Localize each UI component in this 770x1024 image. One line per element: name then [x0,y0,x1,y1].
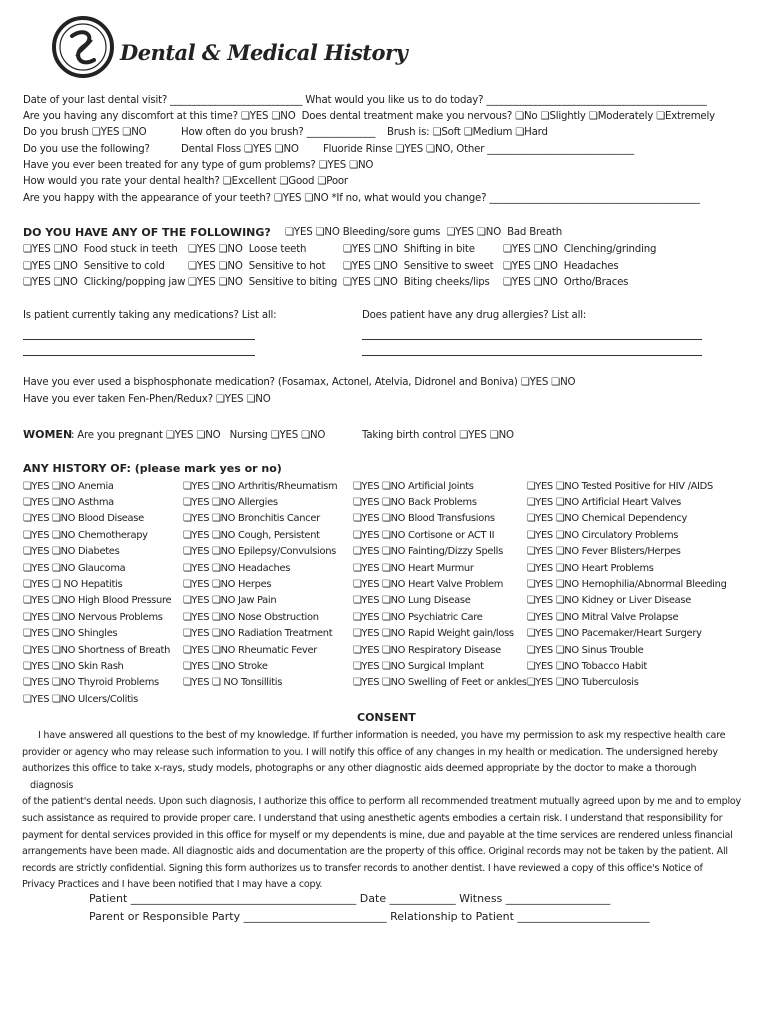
history-item[interactable]: ❏YES ❏NO Heart Murmur [353,562,474,574]
history-item[interactable]: ❏YES ❏NO Lung Disease [353,595,471,607]
consent-line: payment for dental services provided in this office for myself or my dependents is mine, due and payable at the time services are rendered unless financial [22,829,733,841]
history-item[interactable]: ❏YES ❏NO Skin Rash [23,660,124,672]
history-item [527,691,747,707]
history-item[interactable]: ❏YES ❏NO Shingles [23,628,118,640]
history-row [23,560,747,576]
last-visit-question[interactable]: Date of your last dental visit? ___________________________ What would you like us to do today? _____________________________________________ [23,95,707,106]
history-item[interactable]: ❏YES ❏ NO Tonsillitis [183,677,283,689]
conditions-heading: DO YOU HAVE ANY OF THE FOLLOWING? [23,226,271,239]
brush-type-question[interactable]: Brush is: ❏Soft ❏Medium ❏Hard [387,127,548,138]
history-item[interactable]: ❏YES ❏NO Jaw Pain [183,595,277,607]
parent-signature-line[interactable]: Parent or Responsible Party __________________________ Relationship to Patient ________________________ [89,910,650,923]
condition-item[interactable]: ❏YES ❏NO Sensitive to hot [188,261,326,272]
history-item[interactable]: ❏YES ❏NO Radiation Treatment [183,628,333,640]
history-item[interactable]: ❏YES ❏NO Cortisone or ACT II [353,529,495,541]
condition-item[interactable]: ❏YES ❏NO Clicking/popping jaw [23,277,186,288]
logo-icon [52,16,114,78]
history-item[interactable]: ❏YES ❏NO Hemophilia/Abnormal Bleeding [526,579,727,591]
medications-line[interactable] [23,355,255,356]
history-item [353,691,527,707]
history-item[interactable]: ❏YES ❏NO Asthma [23,497,114,509]
condition-item[interactable]: ❏YES ❏NO Ortho/Braces [503,277,629,288]
rinse-question[interactable]: Fluoride Rinse ❏YES ❏NO, Other ______________________________ [323,144,635,155]
women-label: WOMEN [23,428,73,441]
consent-line: provider or agency who may release such information to you. I will notify this office of any changes in my health or medication. The undersigned hereby [22,746,718,758]
consent-line: I have answered all questions to the best of my knowledge. If further information is needed, you have my permission to ask my respective health care [38,730,726,741]
history-row [23,478,747,494]
consent-line: such assistance as required to provide proper care. I understand that using anesthetic agents embodies a certain risk. I understand that responsibility for [22,812,723,824]
history-item[interactable]: ❏YES ❏NO Tobacco Habit [526,660,647,672]
discomfort-question[interactable]: Are you having any discomfort at this time? ❏YES ❏NO Does dental treatment make you nervous? ❏No ❏Slightly ❏Moderately ❏Extremely [23,111,715,122]
history-item[interactable]: ❏YES ❏NO Shortness of Breath [23,644,171,656]
history-item[interactable]: ❏YES ❏NO Diabetes [23,546,120,558]
history-item[interactable]: ❏YES ❏NO Swelling of Feet or ankles [353,677,527,689]
history-item[interactable]: ❏YES ❏NO Tuberculosis [526,677,639,689]
history-row [23,527,747,543]
consent-line: arrangements have been made. All diagnostic aids and documentation are the property of this office. Original records may not be taken by the patient. All [22,846,728,858]
condition-item[interactable]: ❏YES ❏NO Sensitive to biting [188,277,338,288]
allergies-question: Does patient have any drug allergies? List all: [362,310,587,321]
history-item[interactable]: ❏YES ❏NO Artificial Joints [353,480,474,492]
history-item[interactable]: ❏YES ❏NO Chemotherapy [23,529,148,541]
history-row [23,609,747,625]
history-item[interactable]: ❏YES ❏NO Stroke [183,660,268,672]
history-item[interactable]: ❏YES ❏NO Glaucoma [23,562,126,574]
history-item[interactable]: ❏YES ❏NO Fainting/Dizzy Spells [353,546,503,558]
history-table [23,478,747,707]
appearance-question[interactable]: Are you happy with the appearance of your teeth? ❏YES ❏NO *If no, what would you change? ___________________________________________ [23,193,700,204]
history-item[interactable]: ❏YES ❏NO Thyroid Problems [23,677,159,689]
history-item[interactable]: ❏YES ❏NO High Blood Pressure [23,595,172,607]
history-item[interactable]: ❏YES ❏NO Respiratory Disease [353,644,501,656]
medications-question: Is patient currently taking any medications? List all: [23,310,277,321]
condition-item[interactable]: ❏YES ❏NO Clenching/grinding [503,244,657,255]
history-item [183,691,353,707]
history-item[interactable]: ❏YES ❏NO Circulatory Problems [526,529,679,541]
allergies-line[interactable] [362,355,702,356]
history-item[interactable]: ❏YES ❏NO Sinus Trouble [526,644,644,656]
consent-line: Privacy Practices and I have been notified that I may have a copy. [22,879,323,891]
history-item[interactable]: ❏YES ❏NO Ulcers/Colitis [23,693,138,705]
consent-line: records are strictly confidential. Signing this form authorizes us to transfer records to another dentist. I have reviewed a copy of this office's Notice of [22,862,703,874]
condition-item[interactable]: ❏YES ❏NO Sensitive to sweet [343,261,494,272]
conditions-inline[interactable]: ❏YES ❏NO Bleeding/sore gums ❏YES ❏NO Bad Breath [285,227,562,238]
history-item[interactable]: ❏YES ❏NO Psychiatric Care [353,611,483,623]
history-row [23,576,747,592]
history-item[interactable]: ❏YES ❏NO Tested Positive for HIV /AIDS [526,480,713,492]
history-item[interactable]: ❏YES ❏NO Pacemaker/Heart Surgery [526,628,702,640]
history-item[interactable]: ❏YES ❏NO Blood Disease [23,513,144,525]
fenphen-question[interactable]: Have you ever taken Fen-Phen/Redux? ❏YES ❏NO [23,394,271,405]
birth-control-question[interactable]: Taking birth control ❏YES ❏NO [362,430,514,441]
history-item[interactable]: ❏YES ❏NO Heart Valve Problem [353,579,504,591]
history-item[interactable]: ❏YES ❏NO Artificial Heart Valves [526,497,682,509]
history-item[interactable]: ❏YES ❏NO Heart Problems [526,562,654,574]
history-item[interactable]: ❏YES ❏NO Rheumatic Fever [183,644,317,656]
brush-frequency-question[interactable]: How often do you brush? ______________ [181,127,376,138]
condition-item[interactable]: ❏YES ❏NO Shifting in bite [343,244,475,255]
history-item[interactable]: ❏YES ❏NO Chemical Dependency [526,513,688,525]
history-item[interactable]: ❏YES ❏NO Mitral Valve Prolapse [526,611,679,623]
consent-line: of the patient's dental needs. Upon such diagnosis, I authorize this office to perform all recommended treatment mutually agreed upon by me and to employ [22,796,741,808]
condition-item[interactable]: ❏YES ❏NO Food stuck in teeth [23,244,178,255]
floss-question[interactable]: Dental Floss ❏YES ❏NO [181,144,299,155]
history-row [23,494,747,510]
history-row [23,675,747,691]
history-item[interactable]: ❏YES ❏NO Fever Blisters/Herpes [526,546,681,558]
history-item[interactable]: ❏YES ❏NO Cough, Persistent [183,529,320,541]
dental-health-rating-question[interactable]: How would you rate your dental health? ❏Excellent ❏Good ❏Poor [23,176,348,187]
allergies-line[interactable] [362,339,702,340]
patient-signature-line[interactable]: Patient _________________________________________ Date ____________ Witness ___________________ [89,892,611,905]
consent-line: authorizes this office to take x-rays, study models, photographs or any other diagnostic aids deemed appropriate by the doctor to make a thorough diagnosis [22,763,697,791]
condition-item[interactable]: ❏YES ❏NO Loose teeth [188,244,307,255]
history-row [23,511,747,527]
history-heading: ANY HISTORY OF: (please mark yes or no) [23,462,282,475]
condition-item[interactable]: ❏YES ❏NO Headaches [503,261,619,272]
history-item[interactable]: ❏YES ❏NO Anemia [23,480,114,492]
history-row [23,626,747,642]
history-item[interactable]: ❏YES ❏NO Bronchitis Cancer [183,513,320,525]
history-item[interactable]: ❏YES ❏NO Headaches [183,562,291,574]
condition-item[interactable]: ❏YES ❏NO Sensitive to cold [23,261,165,272]
condition-item[interactable]: ❏YES ❏NO Biting cheeks/lips [343,277,490,288]
history-row [23,642,747,658]
history-item[interactable]: ❏YES ❏NO Nose Obstruction [183,611,319,623]
use-following-question: Do you use the following? [23,144,150,155]
history-item[interactable]: ❏YES ❏ NO Hepatitis [23,579,123,591]
bisphosphonate-question[interactable]: Have you ever used a bisphosphonate medication? (Fosamax, Actonel, Atelvia, Didronel and Boniva) ❏YES ❏NO [23,377,576,388]
consent-heading: CONSENT [357,711,416,724]
history-item[interactable]: ❏YES ❏NO Herpes [183,579,272,591]
medications-line[interactable] [23,339,255,340]
history-row [23,544,747,560]
history-item[interactable]: ❏YES ❏NO Kidney or Liver Disease [526,595,692,607]
consent-text [22,728,742,894]
page-title: Dental & Medical History [120,40,408,65]
history-item[interactable]: ❏YES ❏NO Allergies [183,497,278,509]
history-item[interactable]: ❏YES ❏NO Epilepsy/Convulsions [183,546,337,558]
history-item[interactable]: ❏YES ❏NO Blood Transfusions [353,513,495,525]
history-item[interactable]: ❏YES ❏NO Back Problems [353,497,477,509]
history-item[interactable]: ❏YES ❏NO Nervous Problems [23,611,163,623]
history-row [23,593,747,609]
history-item[interactable]: ❏YES ❏NO Rapid Weight gain/loss [353,628,514,640]
history-item[interactable]: ❏YES ❏NO Surgical Implant [353,660,484,672]
history-item[interactable]: ❏YES ❏NO Arthritis/Rheumatism [183,480,338,492]
brush-question[interactable]: Do you brush ❏YES ❏NO [23,127,147,138]
gum-problems-question[interactable]: Have you ever been treated for any type of gum problems? ❏YES ❏NO [23,160,374,171]
history-row [23,691,747,707]
pregnancy-question[interactable]: : Are you pregnant ❏YES ❏NO Nursing ❏YES ❏NO [71,430,326,441]
history-row [23,658,747,674]
